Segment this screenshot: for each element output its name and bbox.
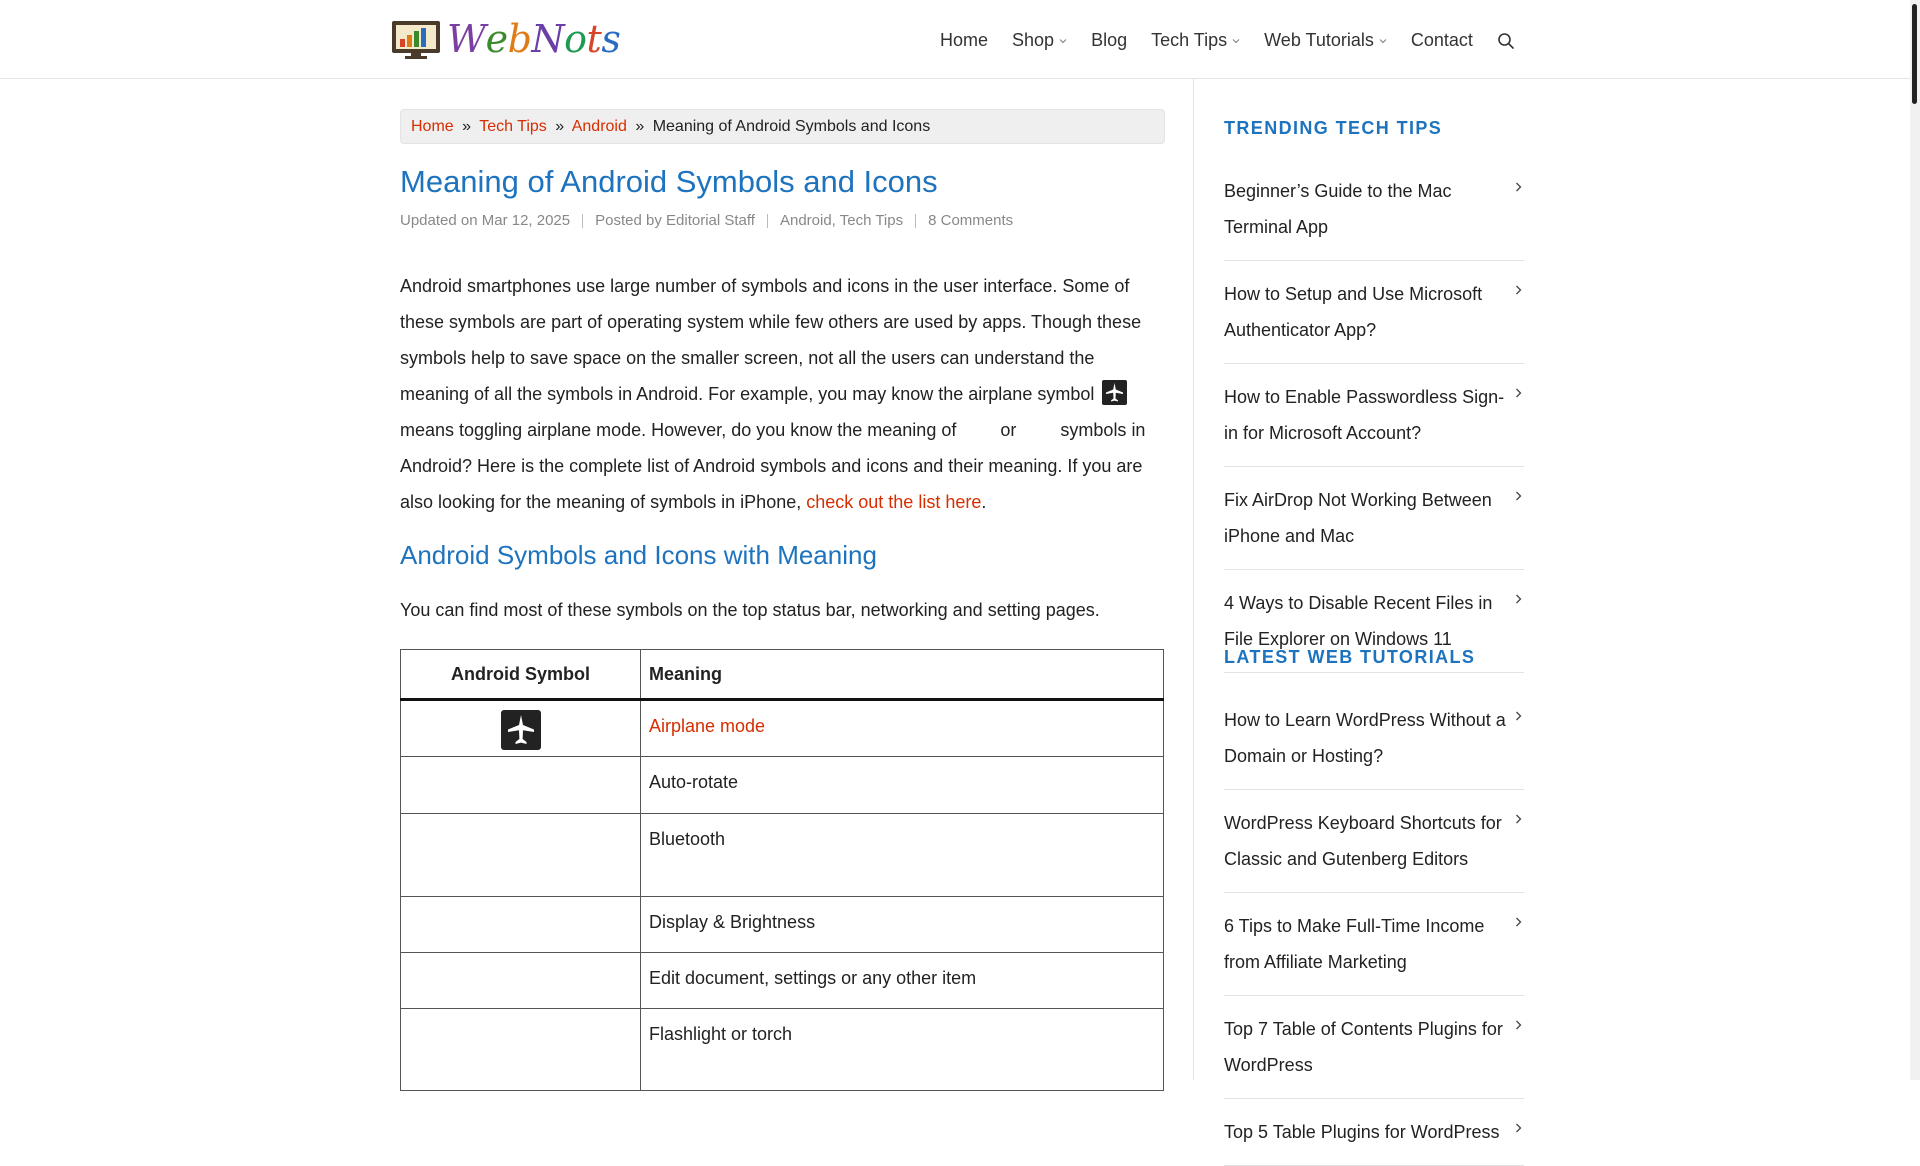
breadcrumb-separator: » [462,118,472,135]
logo-letter: o [564,17,587,61]
symbol-cell [401,700,641,757]
nav-item-blog[interactable] [1091,30,1127,51]
page-scrollbar[interactable] [1910,0,1920,1080]
sidebar-item-label: How to Enable Passwordless Sign-in for Microsoft Account? [1224,387,1505,443]
sidebar-item-label: Top 7 Table of Contents Plugins for WordPress [1224,1019,1503,1075]
sidebar-list-item[interactable] [1224,467,1524,570]
nav-item-shop[interactable] [1012,30,1067,51]
sidebar-divider [1193,79,1194,1080]
meaning-cell [641,700,1164,757]
breadcrumb-current: Meaning of Android Symbols and Icons [652,118,931,135]
nav-item-label: Tech Tips [1151,30,1228,50]
intro-text: Android smartphones use large number of symbols and icons in the user interface. Some of these symbols are part of operating system while few others are used by apps. Though these symbols help to save space on the smaller screen, not all the users can understand the meaning of all the symbols in Android. For example, you may know the airplane symbol [400,276,1142,404]
intro-text: means toggling airplane mode. However, do you know the meaning of [400,420,957,440]
updated-date: Updated on Mar 12, 2025 [400,212,571,229]
breadcrumb-tech-tips[interactable]: Tech Tips [479,118,547,135]
logo-letter: W [447,17,486,61]
meaning-text: Display & Brightness [649,912,816,932]
site-logo[interactable] [391,17,620,61]
logo-letter: b [507,17,532,61]
trending-list [1224,173,1524,673]
trending-widget-title: TRENDING TECH TIPS [1224,118,1443,138]
sidebar-list-item[interactable] [1224,702,1524,790]
search-icon[interactable] [1497,32,1515,50]
sidebar-list-item[interactable] [1224,790,1524,893]
nav-item-label: Contact [1410,30,1473,50]
chevron-down-icon [1059,37,1067,45]
meaning-text: Bluetooth [649,829,726,849]
meaning-cell [641,953,1164,1009]
breadcrumb-separator: » [635,118,645,135]
chevron-right-icon [1515,285,1522,295]
nav-item-label: Blog [1091,30,1128,50]
chevron-right-icon [1515,182,1522,192]
scrollbar-thumb[interactable] [1912,4,1917,104]
sidebar-list-item[interactable] [1224,261,1524,364]
author-link[interactable]: Editorial Staff [666,212,755,229]
chevron-right-icon [1515,594,1522,604]
meta-divider [915,214,916,228]
chevron-right-icon [1515,1123,1522,1133]
logo-wordmark [447,17,620,61]
intro-paragraph [400,268,1165,520]
chevron-right-icon [1515,491,1522,501]
sidebar-item-label: 6 Tips to Make Full-Time Income from Affiliate Marketing [1224,916,1485,972]
iphone-symbols-link[interactable]: check out the list here [806,492,982,512]
meaning-text: Auto-rotate [649,772,739,792]
meta-divider [767,214,768,228]
latest-widget-title: LATEST WEB TUTORIALS [1224,647,1476,667]
airplane-icon [1102,380,1127,405]
breadcrumb-home[interactable]: Home [411,118,454,135]
intro-text: symbols in Android? Here is the complete list of Android symbols and icons and their meaning. If you are also looking for the meaning of symbols in iPhone, [400,420,1146,512]
symbol-cell [401,757,641,814]
logo-letter: N [531,17,565,61]
main-nav [940,30,1497,51]
breadcrumb-android[interactable]: Android [571,118,627,135]
table-row [401,814,1164,897]
chevron-right-icon [1515,814,1522,824]
sidebar-item-label: 4 Ways to Disable Recent Files in File Explorer on Windows 11 [1224,593,1493,649]
symbol-cell [401,953,641,1009]
sidebar-list-item[interactable] [1224,996,1524,1099]
meaning-link[interactable]: Airplane mode [649,716,766,736]
intro-text: . [981,492,987,512]
symbol-cell [401,1009,641,1091]
chevron-down-icon [1379,37,1387,45]
chevron-right-icon [1515,711,1522,721]
sidebar-list-item[interactable] [1224,364,1524,467]
intro-text: or [1000,420,1017,440]
meaning-cell [641,757,1164,814]
breadcrumb-separator: » [555,118,565,135]
table-header-row [401,650,1164,700]
section-paragraph: You can find most of these symbols on the top status bar, networking and setting pages. [400,600,1100,620]
nav-item-label: Home [940,30,989,50]
breadcrumb [400,109,1165,144]
chevron-right-icon [1515,917,1522,927]
sidebar-item-label: Beginner’s Guide to the Mac Terminal App [1224,181,1452,237]
meta-divider [582,214,583,228]
table-row [401,700,1164,757]
nav-item-home[interactable] [940,30,988,51]
sidebar-list-item[interactable] [1224,173,1524,261]
table-row [401,1009,1164,1091]
nav-item-contact[interactable] [1411,30,1473,51]
sidebar-item-label: Fix AirDrop Not Working Between iPhone and Mac [1224,490,1492,546]
symbol-cell [401,897,641,953]
table-header-symbol: Android Symbol [401,650,641,700]
sidebar-list-item[interactable] [1224,893,1524,996]
symbol-cell [401,814,641,897]
meaning-cell [641,897,1164,953]
sidebar-item-label: How to Setup and Use Microsoft Authenticator App? [1224,284,1483,340]
sidebar-item-label: WordPress Keyboard Shortcuts for Classic and Gutenberg Editors [1224,813,1502,869]
section-heading: Android Symbols and Icons with Meaning [400,540,877,570]
symbols-table [400,649,1164,1091]
category-links[interactable]: Android, Tech Tips [779,212,904,229]
comments-link[interactable]: 8 Comments [928,212,1014,229]
meaning-text: Edit document, settings or any other item [649,968,977,988]
table-header-meaning: Meaning [641,650,1164,700]
table-row [401,757,1164,814]
nav-item-label: Shop [1012,30,1055,50]
page-title: Meaning of Android Symbols and Icons [400,164,938,199]
chevron-right-icon [1515,388,1522,398]
table-row [401,897,1164,953]
latest-list [1224,702,1524,1166]
sidebar-item-label: Top 5 Table Plugins for WordPress [1224,1122,1500,1142]
sidebar-list-item[interactable] [1224,1099,1524,1166]
sidebar-item-label: How to Learn WordPress Without a Domain or Hosting? [1224,710,1506,766]
airplane-icon [501,710,541,750]
logo-letter: t [586,17,602,61]
nav-item-tech-tips[interactable] [1151,30,1240,51]
site-header [0,0,1910,79]
chevron-down-icon [1232,37,1240,45]
table-row [401,953,1164,1009]
nav-item-label: Web Tutorials [1264,30,1374,50]
meaning-cell [641,1009,1164,1091]
meaning-cell [641,814,1164,897]
nav-item-web-tutorials[interactable] [1264,30,1387,51]
logo-monitor-icon [391,19,443,59]
posted-by-label: Posted by [595,212,662,229]
logo-letter: s [601,17,621,61]
post-meta [400,212,1013,229]
logo-letter: e [485,17,508,61]
meaning-text: Flashlight or torch [649,1024,793,1044]
chevron-right-icon [1515,1020,1522,1030]
